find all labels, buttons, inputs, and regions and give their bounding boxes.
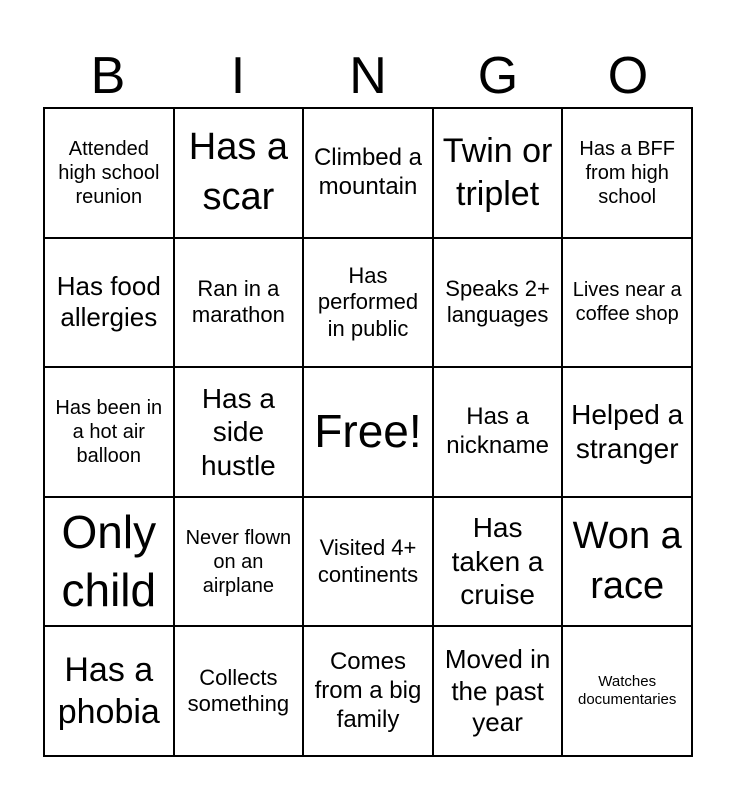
bingo-cell[interactable]: Won a race <box>562 497 692 627</box>
bingo-cell[interactable]: Has performed in public <box>303 238 433 368</box>
bingo-cell[interactable]: Attended high school reunion <box>44 108 174 238</box>
bingo-cell[interactable]: Watches documentaries <box>562 626 692 756</box>
bingo-cell[interactable]: Has food allergies <box>44 238 174 368</box>
bingo-cell[interactable]: Ran in a marathon <box>174 238 304 368</box>
bingo-cell[interactable]: Collects something <box>174 626 304 756</box>
bingo-cell[interactable]: Climbed a mountain <box>303 108 433 238</box>
header-letter-n: N <box>349 47 387 105</box>
bingo-cell[interactable]: Speaks 2+ languages <box>433 238 563 368</box>
bingo-cell[interactable]: Moved in the past year <box>433 626 563 756</box>
bingo-cell-free[interactable]: Free! <box>303 367 433 497</box>
bingo-cell[interactable]: Has taken a cruise <box>433 497 563 627</box>
header-letter-g: G <box>477 47 519 105</box>
bingo-cell[interactable]: Has a BFF from high school <box>562 108 692 238</box>
bingo-cell[interactable]: Has been in a hot air balloon <box>44 367 174 497</box>
bingo-cell[interactable]: Twin or triplet <box>433 108 563 238</box>
bingo-cell[interactable]: Has a side hustle <box>174 367 304 497</box>
bingo-cell[interactable]: Has a nickname <box>433 367 563 497</box>
bingo-cell[interactable]: Lives near a coffee shop <box>562 238 692 368</box>
header-letter-o: O <box>607 47 649 105</box>
bingo-cell[interactable]: Helped a stranger <box>562 367 692 497</box>
header-letter-b: B <box>90 47 126 105</box>
header-letter-i: I <box>230 47 246 105</box>
bingo-header <box>43 48 693 104</box>
bingo-cell[interactable]: Has a phobia <box>44 626 174 756</box>
bingo-cell[interactable]: Visited 4+ continents <box>303 497 433 627</box>
bingo-cell[interactable]: Never flown on an airplane <box>174 497 304 627</box>
bingo-cell[interactable]: Only child <box>44 497 174 627</box>
bingo-cell[interactable]: Has a scar <box>174 108 304 238</box>
bingo-cell[interactable]: Comes from a big family <box>303 626 433 756</box>
bingo-grid <box>43 107 693 757</box>
